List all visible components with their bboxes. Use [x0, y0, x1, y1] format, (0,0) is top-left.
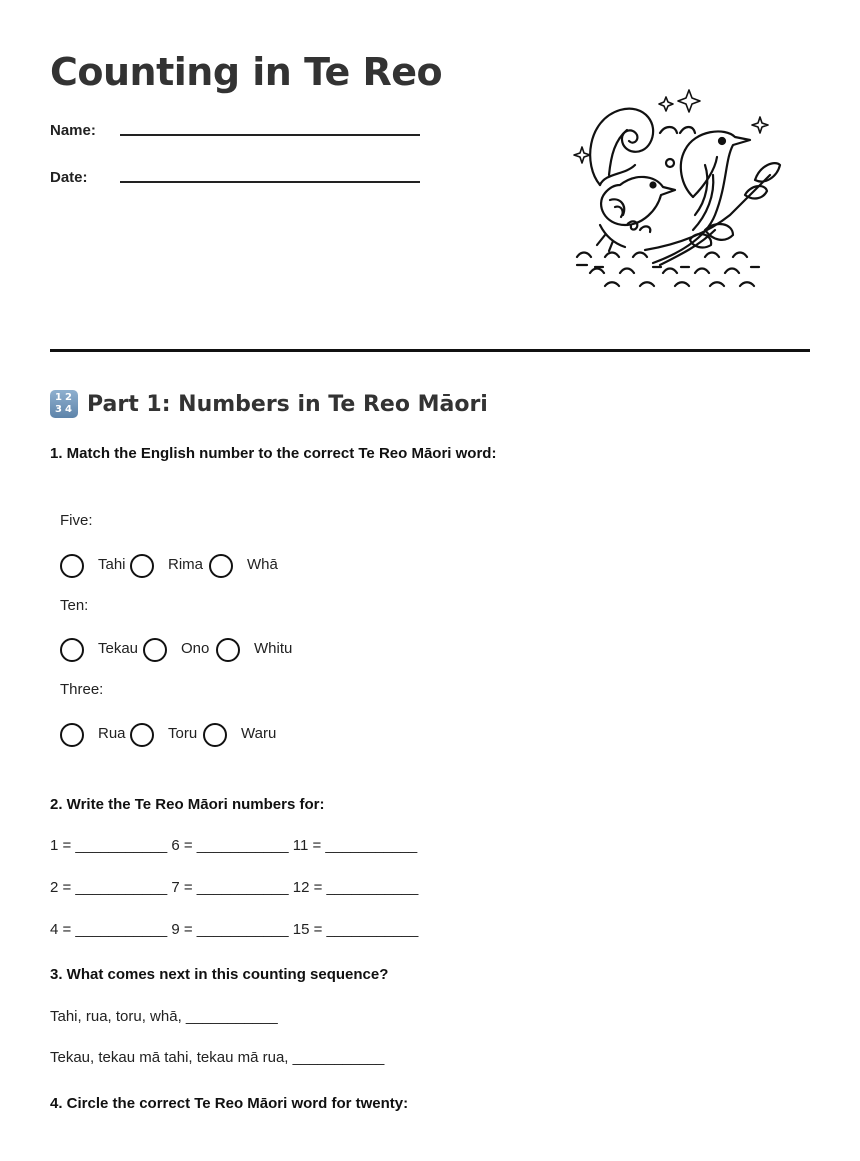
q2-row: 1 = ___________ 6 = ___________ 11 = ___________ [50, 837, 418, 854]
q3-sequence: Tekau, tekau mā tahi, tekau mā rua, ___________ [50, 1049, 385, 1066]
q4-prompt: 4. Circle the correct Te Reo Māori word for twenty: [50, 1095, 409, 1112]
radio-circle-icon[interactable] [130, 554, 154, 578]
option-label: Whā [247, 556, 278, 573]
name-field [50, 120, 430, 150]
q1-item-label: Five: [60, 512, 93, 529]
icon-digit: 3 [55, 404, 62, 415]
maori-birds-koru-illustration [565, 85, 795, 295]
icon-digit: 4 [65, 404, 72, 415]
input-numbers-icon [50, 390, 78, 418]
q1-item-label: Three: [60, 681, 104, 698]
q1-prompt: 1. Match the English number to the correct Te Reo Māori word: [50, 445, 497, 462]
q2-prompt: 2. Write the Te Reo Māori numbers for: [50, 796, 325, 813]
name-write-line[interactable] [120, 134, 420, 136]
date-label: Date: [50, 169, 88, 186]
worksheet-title: Counting in Te Reo [50, 50, 443, 94]
radio-circle-icon[interactable] [203, 723, 227, 747]
radio-circle-icon[interactable] [60, 638, 84, 662]
q2-row: 4 = ___________ 9 = ___________ 15 = ___________ [50, 921, 419, 938]
radio-circle-icon[interactable] [209, 554, 233, 578]
icon-digit: 2 [65, 392, 72, 403]
q3-prompt: 3. What comes next in this counting sequence? [50, 966, 389, 983]
q2-row: 2 = ___________ 7 = ___________ 12 = ___________ [50, 879, 419, 896]
q1-item-label: Ten: [60, 597, 89, 614]
q3-sequence: Tahi, rua, toru, whā, ___________ [50, 1008, 278, 1025]
part1-heading [50, 388, 488, 420]
option-label: Toru [168, 725, 198, 742]
date-field [50, 167, 430, 197]
option-label: Rima [168, 556, 204, 573]
name-label: Name: [50, 122, 96, 139]
option-label: Ono [181, 640, 210, 657]
option-label: Tahi [98, 556, 126, 573]
radio-circle-icon[interactable] [143, 638, 167, 662]
radio-circle-icon[interactable] [130, 723, 154, 747]
radio-circle-icon[interactable] [216, 638, 240, 662]
option-label: Whitu [254, 640, 293, 657]
header-divider [50, 349, 810, 352]
radio-circle-icon[interactable] [60, 723, 84, 747]
option-label: Tekau [98, 640, 139, 657]
option-label: Rua [98, 725, 126, 742]
radio-circle-icon[interactable] [60, 554, 84, 578]
option-label: Waru [241, 725, 277, 742]
icon-digit: 1 [55, 392, 62, 403]
date-write-line[interactable] [120, 181, 420, 183]
part1-title: Part 1: Numbers in Te Reo Māori [87, 391, 488, 417]
